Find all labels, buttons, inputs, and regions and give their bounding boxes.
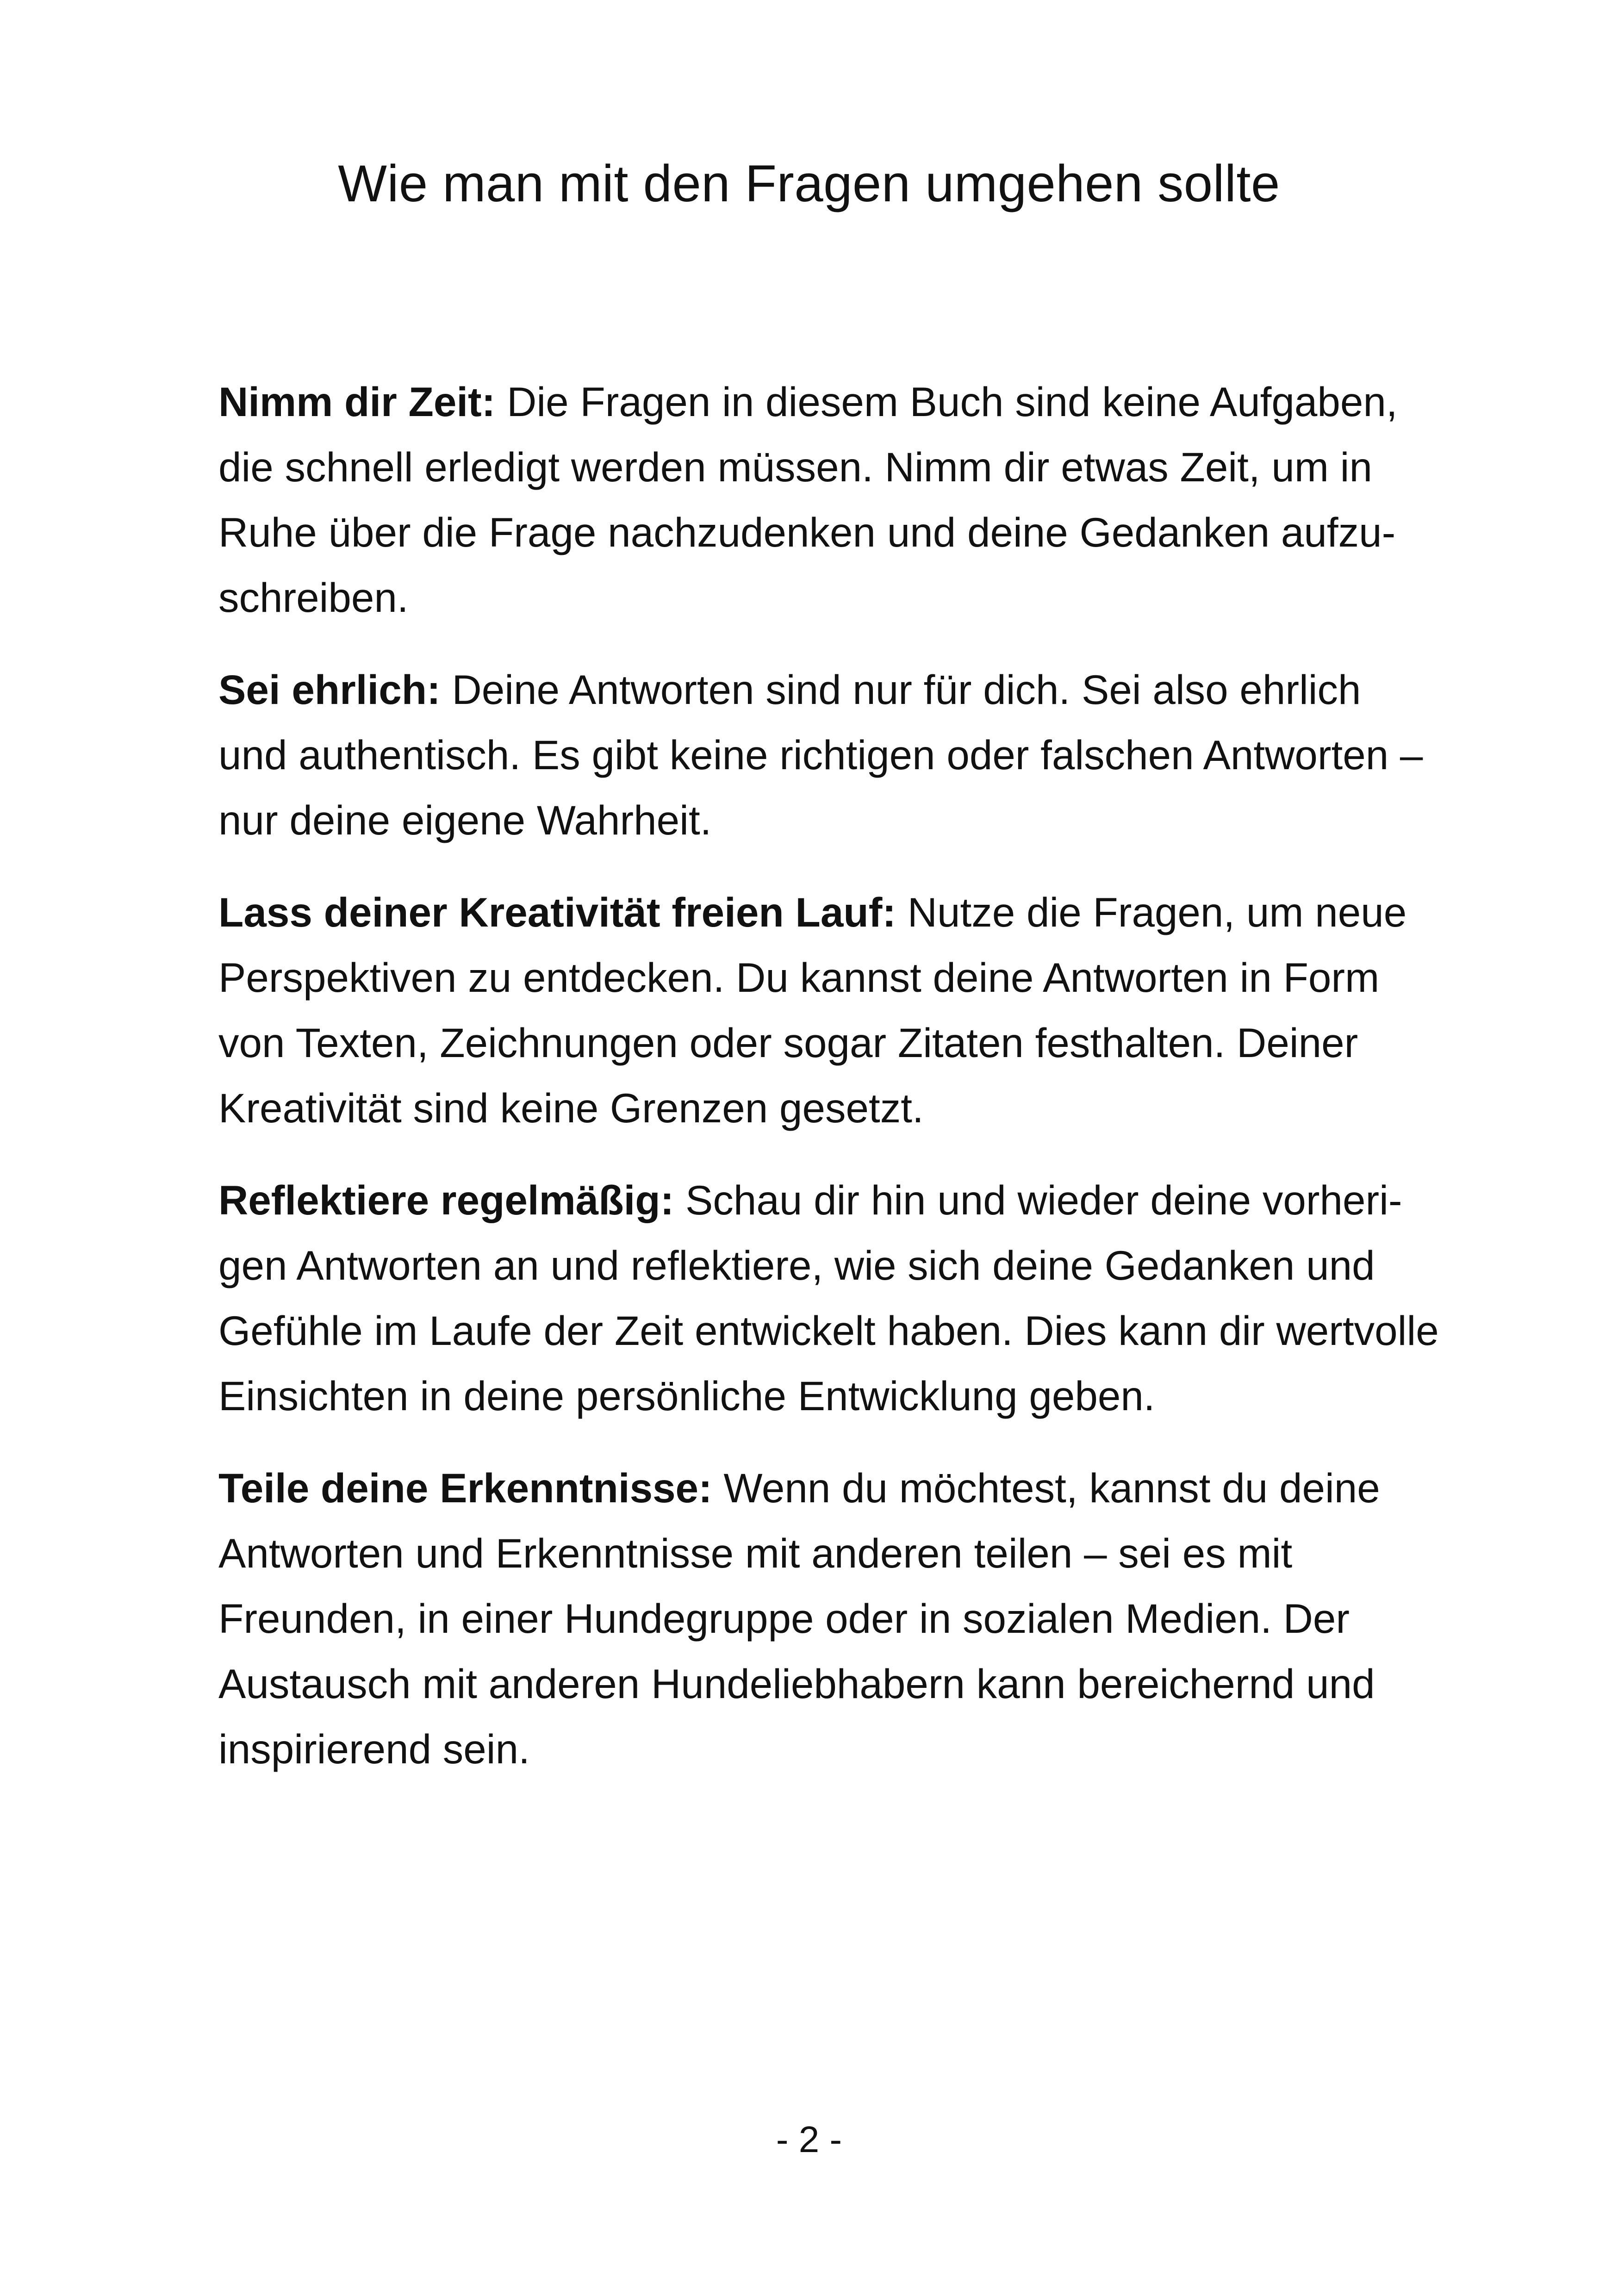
section-reflect [218, 1168, 1440, 1429]
page-title: Wie man mit den Fragen umgehen sollte [338, 155, 1280, 212]
section-text: Die Fragen in diesem Buch sind keine Aufgaben, die schnell erledigt werden müssen. Nimm dir etwas Zeit, um in Ruhe über die Frage nachzudenken und deine Gedanken aufzuschreiben. [218, 379, 1398, 621]
section-share [218, 1456, 1440, 1782]
section-text: Schau dir hin und wieder deine vorherigen Antworten an und reflektiere, wie sich deine Gedanken und Gefühle im Laufe der Zeit entwickelt haben. Dies kann dir wertvolle Einsichten in deine persönliche Entwicklung geben. [218, 1177, 1439, 1419]
section-be-honest [218, 657, 1440, 853]
body-text [218, 369, 1440, 1809]
section-heading: Nimm dir Zeit: [218, 379, 496, 425]
section-heading: Lass deiner Kreativität freien Lauf: [218, 889, 896, 935]
section-heading: Teile deine Erkenntnisse: [218, 1465, 712, 1511]
section-creativity [218, 880, 1440, 1141]
section-text: Wenn du möchtest, kannst du deine Antworten und Erkenntnisse mit anderen teilen – sei es mit Freunden, in einer Hundegruppe oder in sozialen Medien. Der Austausch mit anderen Hundeliebhabern kann bereichernd und inspirierend sein. [218, 1465, 1380, 1772]
page-number: - 2 - [776, 2119, 842, 2160]
section-take-time [218, 369, 1440, 630]
section-text: Deine Antworten sind nur für dich. Sei also ehrlich und authentisch. Es gibt keine richtigen oder falschen Antworten – nur deine eigene Wahrheit. [218, 666, 1423, 843]
section-text: Nutze die Fragen, um neue Perspektiven zu entdecken. Du kannst deine Antworten in Form von Texten, Zeichnungen oder sogar Zitaten festhalten. Deiner Kreativität sind keine Grenzen gesetzt. [218, 889, 1407, 1131]
section-heading: Reflektiere regelmäßig: [218, 1177, 674, 1223]
section-heading: Sei ehrlich: [218, 666, 441, 713]
